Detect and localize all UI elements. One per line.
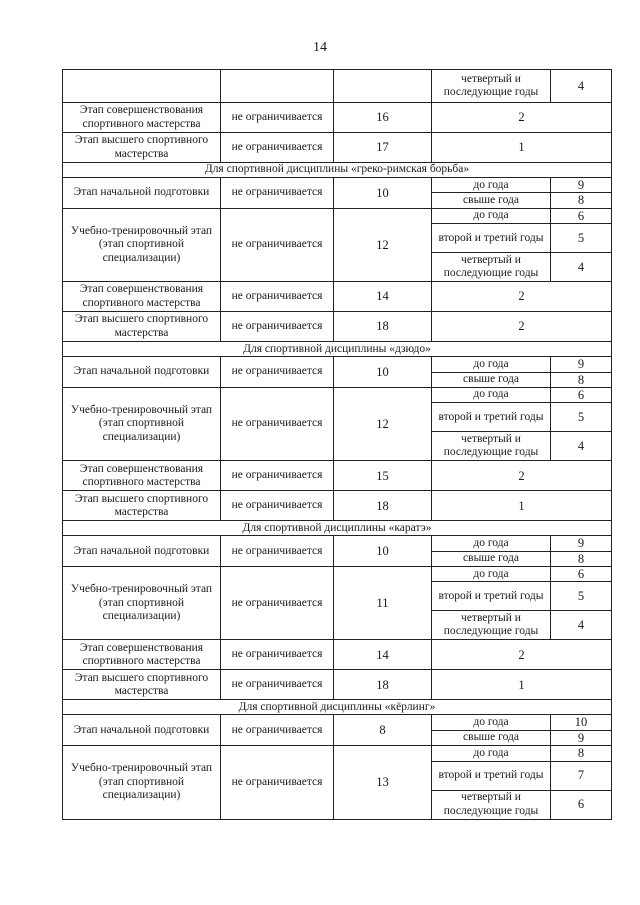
table-row	[63, 208, 612, 223]
count-cell: 2	[432, 461, 612, 491]
section-title-row	[63, 700, 612, 715]
age-cell: 16	[334, 103, 432, 133]
count-cell: 2	[432, 103, 612, 133]
age-cell: 12	[334, 387, 432, 460]
table-row	[63, 670, 612, 700]
table-row	[63, 282, 612, 312]
section-title: Для спортивной дисциплины «каратэ»	[63, 521, 612, 536]
value-cell: 6	[551, 567, 612, 582]
section-title-row	[63, 521, 612, 536]
years-cell: четвертый и последующие годы	[432, 790, 551, 819]
years-cell: до года	[432, 715, 551, 730]
years-cell: свыше года	[432, 193, 551, 208]
stage-cell: Этап начальной подготовки	[63, 357, 221, 388]
section-title: Для спортивной дисциплины «кёрлинг»	[63, 700, 612, 715]
limit-cell: не ограничивается	[221, 715, 334, 746]
limit-cell: не ограничивается	[221, 536, 334, 567]
stage-cell: Этап начальной подготовки	[63, 178, 221, 209]
value-cell: 9	[551, 357, 612, 372]
age-cell	[334, 70, 432, 103]
value-cell: 5	[551, 224, 612, 253]
age-cell: 8	[334, 715, 432, 746]
limit-cell: не ограничивается	[221, 103, 334, 133]
limit-cell: не ограничивается	[221, 178, 334, 209]
limit-cell: не ограничивается	[221, 567, 334, 640]
stage-cell: Этап начальной подготовки	[63, 715, 221, 746]
stage-cell: Учебно-тренировочный этап (этап спортивной специализации)	[63, 746, 221, 819]
value-cell: 5	[551, 582, 612, 611]
limit-cell: не ограничивается	[221, 133, 334, 163]
stage-cell: Учебно-тренировочный этап (этап спортивной специализации)	[63, 567, 221, 640]
value-cell: 8	[551, 193, 612, 208]
table-row	[63, 103, 612, 133]
value-cell: 4	[551, 611, 612, 640]
stage-cell: Этап совершенствования спортивного мастерства	[63, 282, 221, 312]
years-cell: до года	[432, 536, 551, 551]
table-body	[63, 70, 612, 820]
section-title-row	[63, 342, 612, 357]
section-title-row	[63, 163, 612, 178]
limit-cell: не ограничивается	[221, 282, 334, 312]
stage-cell: Этап совершенствования спортивного мастерства	[63, 640, 221, 670]
years-cell: до года	[432, 387, 551, 402]
limit-cell: не ограничивается	[221, 461, 334, 491]
value-cell: 6	[551, 208, 612, 223]
years-cell: до года	[432, 746, 551, 761]
age-cell: 18	[334, 312, 432, 342]
limit-cell: не ограничивается	[221, 357, 334, 388]
value-cell: 8	[551, 551, 612, 566]
count-cell: 1	[432, 133, 612, 163]
limit-cell: не ограничивается	[221, 746, 334, 819]
limit-cell	[221, 70, 334, 103]
value-cell: 6	[551, 387, 612, 402]
table-row	[63, 461, 612, 491]
stage-cell: Этап высшего спортивного мастерства	[63, 670, 221, 700]
stage-cell: Учебно-тренировочный этап (этап спортивной специализации)	[63, 387, 221, 460]
limit-cell: не ограничивается	[221, 208, 334, 281]
age-cell: 14	[334, 640, 432, 670]
value-cell: 10	[551, 715, 612, 730]
stage-cell: Этап совершенствования спортивного мастерства	[63, 461, 221, 491]
years-cell: до года	[432, 567, 551, 582]
value-cell: 4	[551, 253, 612, 282]
limit-cell: не ограничивается	[221, 640, 334, 670]
value-cell: 9	[551, 730, 612, 745]
years-cell: до года	[432, 357, 551, 372]
stage-cell: Этап высшего спортивного мастерства	[63, 491, 221, 521]
age-cell: 13	[334, 746, 432, 819]
age-cell: 12	[334, 208, 432, 281]
age-cell: 18	[334, 491, 432, 521]
count-cell: 2	[432, 312, 612, 342]
stage-cell	[63, 70, 221, 103]
stage-cell: Этап начальной подготовки	[63, 536, 221, 567]
stage-cell: Этап совершенствования спортивного мастерства	[63, 103, 221, 133]
value-cell: 6	[551, 790, 612, 819]
table-row	[63, 133, 612, 163]
table-row	[63, 357, 612, 372]
years-cell: второй и третий годы	[432, 224, 551, 253]
stage-cell: Этап высшего спортивного мастерства	[63, 312, 221, 342]
section-title: Для спортивной дисциплины «греко-римская борьба»	[63, 163, 612, 178]
years-cell: четвертый и последующие годы	[432, 253, 551, 282]
table-row	[63, 491, 612, 521]
section-title: Для спортивной дисциплины «дзюдо»	[63, 342, 612, 357]
years-cell: свыше года	[432, 372, 551, 387]
age-cell: 11	[334, 567, 432, 640]
value-cell: 8	[551, 372, 612, 387]
age-cell: 10	[334, 536, 432, 567]
value-cell: 4	[551, 432, 612, 461]
limit-cell: не ограничивается	[221, 387, 334, 460]
table-row	[63, 387, 612, 402]
years-cell: свыше года	[432, 551, 551, 566]
stage-cell: Этап высшего спортивного мастерства	[63, 133, 221, 163]
years-cell: второй и третий годы	[432, 582, 551, 611]
count-cell: 1	[432, 670, 612, 700]
value-cell: 9	[551, 536, 612, 551]
limit-cell: не ограничивается	[221, 312, 334, 342]
years-cell: до года	[432, 178, 551, 193]
value-cell: 7	[551, 761, 612, 790]
years-cell: второй и третий годы	[432, 761, 551, 790]
years-cell: четвертый и последующие годы	[432, 432, 551, 461]
count-cell: 2	[432, 640, 612, 670]
age-cell: 10	[334, 357, 432, 388]
age-cell: 10	[334, 178, 432, 209]
table-row	[63, 178, 612, 193]
page-number: 14	[313, 40, 327, 55]
table-row	[63, 746, 612, 761]
age-cell: 14	[334, 282, 432, 312]
table-row	[63, 640, 612, 670]
years-cell: четвертый и последующие годы	[432, 70, 551, 103]
table-row	[63, 536, 612, 551]
age-cell: 15	[334, 461, 432, 491]
sports-stages-table	[62, 69, 612, 820]
table-row	[63, 715, 612, 730]
value-cell: 8	[551, 746, 612, 761]
value-cell: 4	[551, 70, 612, 103]
limit-cell: не ограничивается	[221, 670, 334, 700]
table-row	[63, 312, 612, 342]
table-row	[63, 567, 612, 582]
limit-cell: не ограничивается	[221, 491, 334, 521]
count-cell: 1	[432, 491, 612, 521]
years-cell: до года	[432, 208, 551, 223]
age-cell: 17	[334, 133, 432, 163]
value-cell: 9	[551, 178, 612, 193]
stage-cell: Учебно-тренировочный этап (этап спортивной специализации)	[63, 208, 221, 281]
years-cell: четвертый и последующие годы	[432, 611, 551, 640]
value-cell: 5	[551, 403, 612, 432]
years-cell: второй и третий годы	[432, 403, 551, 432]
age-cell: 18	[334, 670, 432, 700]
count-cell: 2	[432, 282, 612, 312]
years-cell: свыше года	[432, 730, 551, 745]
table-row	[63, 70, 612, 103]
